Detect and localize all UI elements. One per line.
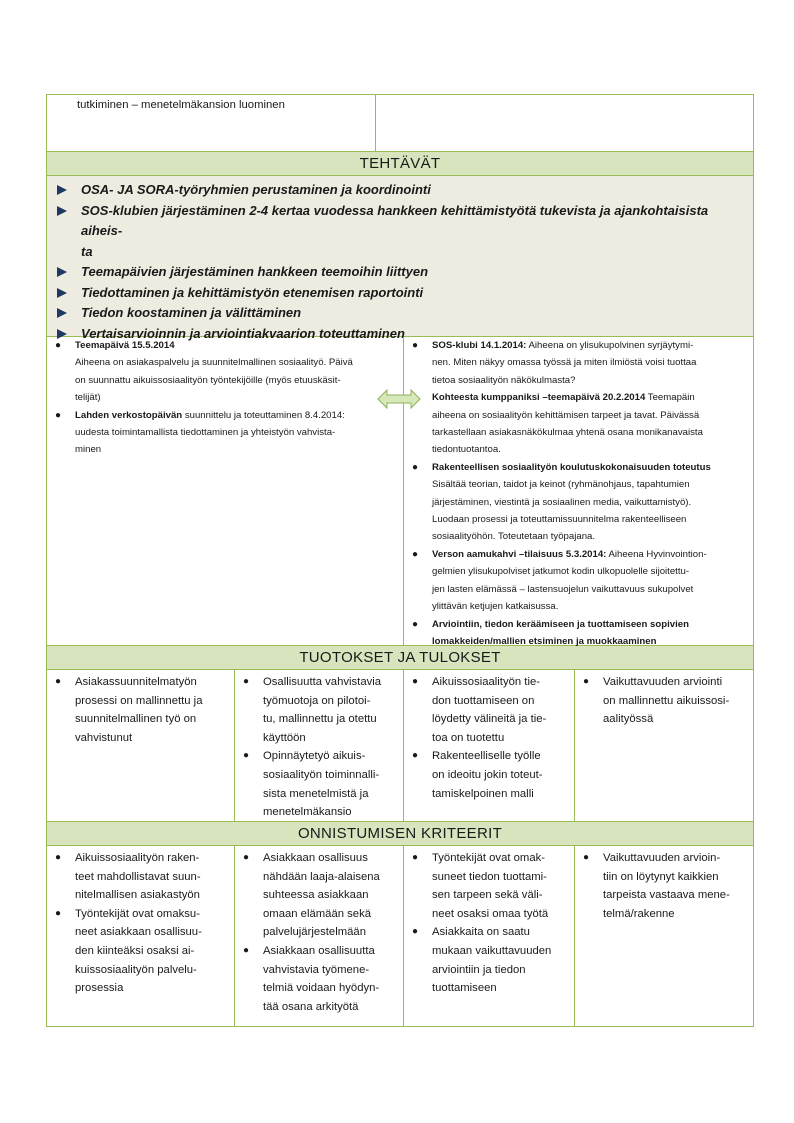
criteria-item xyxy=(575,849,745,923)
text-line: Rakenteelliselle työlle xyxy=(432,750,541,763)
text-line: SOS-klubi 14.1.2014: xyxy=(432,340,527,351)
activity-item xyxy=(47,337,403,407)
tasks-list xyxy=(47,176,753,341)
text-line: työmuotoja on pilotoi- xyxy=(263,694,371,707)
task-item xyxy=(55,262,745,283)
text-line: Työntekijät ovat omak- xyxy=(432,852,546,864)
text-line: arviointiin ja tiedon xyxy=(432,963,526,976)
text-line: kuissosiaalityön palvelu- xyxy=(75,963,197,976)
activities-right xyxy=(404,337,753,645)
text-line: minen xyxy=(75,444,102,456)
top-row xyxy=(47,95,753,152)
text-line: sosiaalityön toiminnalli- xyxy=(263,768,380,781)
text-line: telmä/rakenne xyxy=(603,907,675,920)
text-line: teet mahdollistavat suun- xyxy=(75,870,201,883)
kriteerit-col-3 xyxy=(404,846,575,1026)
text-line: Opinnäytetyö aikuis- xyxy=(263,750,366,763)
text-line: telijät) xyxy=(75,392,101,404)
bullet-icon: ● xyxy=(243,676,250,687)
tuotokset-col-3 xyxy=(404,670,575,821)
text-line: Aikuissosiaalityön tie- xyxy=(432,676,540,688)
text-line: Vertaisarvioinnin ja arviointiakvaarion toteuttaminen xyxy=(81,325,405,341)
text-line: löydetty välineitä ja tie- xyxy=(432,713,547,726)
task-item xyxy=(55,180,745,201)
text-line: käyttöön xyxy=(263,731,306,744)
text-line: Aiheena on asiakaspalvelu ja suunnitelmallinen sosiaalityö. Päivä xyxy=(75,357,353,369)
text-line: omaan elämään sekä xyxy=(263,907,372,920)
text-line: neet osaksi omaa työtä xyxy=(432,907,549,920)
text-line: Työntekijät ovat omaksu- xyxy=(75,907,200,920)
kriteerit-row xyxy=(47,846,753,1026)
text-line: tiedontuotantoa. xyxy=(432,444,501,456)
text-line: Asiakassuunnitelmatyön xyxy=(75,676,197,688)
text-line: Aikuissosiaalityön raken- xyxy=(75,852,200,864)
top-left-cell xyxy=(47,95,376,151)
text-line: tää osana arkityötä xyxy=(263,1000,359,1013)
text-line: prosessia xyxy=(75,982,124,995)
bullet-icon: ● xyxy=(412,750,419,762)
kriteerit-col-1 xyxy=(47,846,235,1026)
text-line: Rakenteellisen sosiaalityön koulutuskokonaisuuden toteutus xyxy=(432,461,711,473)
result-item xyxy=(575,673,753,729)
criteria-item xyxy=(235,942,397,1016)
text-line: Lahden verkostopäivän xyxy=(75,409,183,421)
text-line: uudesta toimintamallista tiedottaminen ja yhteistyön vahvista- xyxy=(75,427,336,439)
kriteerit-col-2 xyxy=(235,846,404,1026)
task-item-continuation xyxy=(55,242,745,263)
text-line: aiheena on sosiaalityön kehittämisen tarpeet ja tavat. Päivässä xyxy=(432,409,700,421)
text-line: järjestäminen, viestintä ja sosiaalinen media, vaikuttamistyö). xyxy=(432,496,692,508)
text-line: Arviointiin, tiedon keräämiseen ja tuottamiseen sopivien xyxy=(432,618,689,630)
bullet-icon: ● xyxy=(55,907,62,919)
bullet-icon: ● xyxy=(583,676,590,687)
task-item xyxy=(55,283,745,304)
arrow-bullet-icon xyxy=(57,308,67,318)
text-line: ta xyxy=(81,243,93,259)
text-line: don tuottamiseen on xyxy=(432,694,535,707)
arrow-bullet-icon xyxy=(57,267,67,277)
text-line: Tiedon koostaminen ja välittäminen xyxy=(81,305,302,320)
section-header-kriteerit: ONNISTUMISEN KRITEERIT xyxy=(47,822,753,846)
criteria-item xyxy=(404,849,574,923)
kriteerit-col-4 xyxy=(575,846,753,1026)
tuotokset-col-1 xyxy=(47,670,235,821)
text-line: aalityössä xyxy=(603,713,654,726)
text-line: SOS-klubien järjestäminen 2-4 kertaa vuodessa hankkeen kehittämistyötä tukevista ja ajankohtaisista aiheis- xyxy=(81,202,709,238)
text-line: menetelmäkansio xyxy=(263,806,352,819)
text-line: suneet tiedon tuottami- xyxy=(432,870,547,883)
text-line: sen tarpeen sekä väli- xyxy=(432,889,543,902)
bullet-icon: ● xyxy=(55,852,62,863)
text-line: jen lasten elämässä – lastensuojelun vaikuttavuus sukupolvet xyxy=(432,583,694,595)
text-line: tarkastellaan asiakasnäkökulmaa yhtenä osana monikanavaista xyxy=(432,427,703,439)
bullet-icon: ● xyxy=(412,852,419,863)
text-line: nähdään laaja-alaisena xyxy=(263,870,380,883)
text-line: suunnitelmallinen työ on xyxy=(75,713,197,726)
text-line: tu, mallinnettu ja otettu xyxy=(263,713,377,726)
bullet-icon: ● xyxy=(243,852,250,863)
result-item xyxy=(404,747,574,803)
text-line: Tiedottaminen ja kehittämistyön etenemisen raportointi xyxy=(81,284,424,300)
text-line: Asiakkaita on saatu xyxy=(432,926,530,939)
activities-left xyxy=(47,337,404,645)
criteria-item xyxy=(47,849,226,905)
text-line: Aiheena on ylisukupolvinen syrjäytymi- xyxy=(526,340,694,351)
result-item xyxy=(235,673,403,747)
text-line: Verson aamukahvi –tilaisuus 5.3.2014: xyxy=(432,548,607,560)
text-line: tiin on löytynyt kaikkien xyxy=(603,870,719,883)
text-line: Vaikuttavuuden arvioin- xyxy=(603,852,721,864)
text-line: Asiakkaan osallisuus xyxy=(263,852,368,864)
document-table xyxy=(46,94,754,1027)
text-line: Vaikuttavuuden arviointi xyxy=(603,676,723,688)
task-item xyxy=(55,303,745,324)
section-header-tehtavat: TEHTÄVÄT xyxy=(47,152,753,176)
double-arrow-icon xyxy=(377,389,421,409)
tuotokset-row xyxy=(47,670,753,822)
bullet-icon: ● xyxy=(55,340,62,351)
text-line: on suunnattu aikuissosiaalityön työntekijöille (myös etuuskäsit- xyxy=(75,374,341,386)
criteria-item xyxy=(235,849,397,942)
text-line: Teemapäivä 15.5.2014 xyxy=(75,340,175,351)
text-line: suhteessa asiakkaan xyxy=(263,889,369,902)
result-item xyxy=(404,673,574,747)
text-line: gelmien ylisukupolviset jatkumot kodin ulkopuolelle sijoitettu- xyxy=(432,566,690,578)
text-line: suunnittelu ja toteuttaminen 8.4.2014: xyxy=(182,409,345,421)
bullet-icon: ● xyxy=(412,461,419,473)
text-line: telmiä voidaan hyödyn- xyxy=(263,982,380,995)
activity-item xyxy=(47,407,403,459)
text-line: Aiheena Hyvinvointion- xyxy=(606,548,707,560)
text-line: vahvistavia työmene- xyxy=(263,963,370,976)
text-line: tamiskelpoinen malli xyxy=(432,787,534,800)
text-line: tuottamiseen xyxy=(432,982,497,995)
text-line: den kiinteäksi osaksi ai- xyxy=(75,944,195,957)
text-line: Sisältää teorian, taidot ja keinot (ryhmänohjaus, tapahtumien xyxy=(432,479,690,491)
arrow-bullet-icon xyxy=(57,206,67,216)
text-line: tietoa sosiaalityön näkökulmasta? xyxy=(432,374,576,386)
text-line: vahvistunut xyxy=(75,731,133,744)
task-item xyxy=(55,201,745,242)
tuotokset-col-2 xyxy=(235,670,404,821)
text-line: Luodaan prosessi ja toteuttamissuunnitelma rakenteelliseen xyxy=(432,514,687,526)
text-line: sosiaalityöhön. Toteutetaan työpajana. xyxy=(432,531,596,543)
activity-item xyxy=(404,459,753,546)
text-line: neet asiakkaan osallisuu- xyxy=(75,926,202,939)
text-line: Kohteesta kumppaniksi –teemapäivä 20.2.2014 xyxy=(432,392,646,404)
tuotokset-col-4 xyxy=(575,670,753,821)
bullet-icon: ● xyxy=(243,750,250,762)
text-line: lomakkeiden/mallien etsiminen ja muokkaaminen xyxy=(432,635,657,647)
text-line: on ideoitu jokin toteut- xyxy=(432,768,543,781)
text-line: Teemapäivien järjestäminen hankkeen teemoihin liittyen xyxy=(81,264,429,279)
bullet-icon: ● xyxy=(55,409,62,421)
activity-item xyxy=(404,616,753,651)
text-line: Osallisuutta vahvistavia xyxy=(263,676,382,688)
text-line: prosessi on mallinnettu ja xyxy=(75,694,203,707)
activity-item xyxy=(404,337,753,459)
bullet-icon: ● xyxy=(412,548,419,560)
bullet-icon: ● xyxy=(583,852,590,863)
section-header-tuotokset: TUOTOKSET JA TULOKSET xyxy=(47,646,753,670)
bullet-icon: ● xyxy=(412,676,419,687)
bullet-icon: ● xyxy=(243,944,250,956)
activities-row xyxy=(47,337,753,646)
text-line: toa on tuotettu xyxy=(432,731,505,744)
criteria-item xyxy=(404,923,574,997)
text-line: nen. Miten näkyy omassa työssä ja miten ilmiöstä voisi tuottaa xyxy=(432,357,697,369)
criteria-item xyxy=(47,905,226,998)
bullet-icon: ● xyxy=(412,618,419,630)
text-line: mukaan vaikuttavuuden xyxy=(432,944,552,957)
text-line: on mallinnettu aikuissosi- xyxy=(603,694,730,707)
text-line: OSA- JA SORA-työryhmien perustaminen ja koordinointi xyxy=(81,182,431,197)
activity-item xyxy=(404,546,753,616)
text-line: sista menetelmistä ja xyxy=(263,787,369,800)
text-line: Asiakkaan osallisuutta xyxy=(263,944,375,957)
arrow-bullet-icon xyxy=(57,185,67,195)
result-item xyxy=(235,747,403,821)
result-item xyxy=(47,673,234,747)
bullet-icon: ● xyxy=(412,340,419,351)
top-right-cell xyxy=(376,95,753,151)
text-line: palvelujärjestelmään xyxy=(263,926,366,939)
arrow-bullet-icon xyxy=(57,288,67,298)
text-line: tarpeista vastaava mene- xyxy=(603,889,730,902)
text-line: ylittävän ketjujen katkaisussa. xyxy=(432,601,559,613)
text-line: nitelmallisen asiakastyön xyxy=(75,889,200,902)
top-left-text: tutkiminen – menetelmäkansion luominen xyxy=(77,99,285,111)
text-line: Teemapäin xyxy=(645,392,695,404)
bullet-icon: ● xyxy=(412,926,419,938)
bullet-icon: ● xyxy=(55,676,62,687)
